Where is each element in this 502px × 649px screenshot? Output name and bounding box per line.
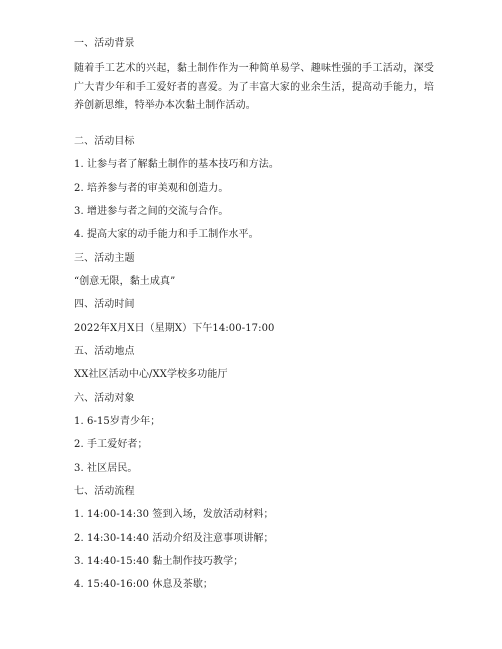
goal-item: 3. 增进参与者之间的交流与合作。 [74,206,229,217]
time-text: 2022年X月X日（星期X）下午14:00-17:00 [74,323,275,334]
process-item: 2. 14:30-14:40 活动介绍及注意事项讲解； [74,533,274,544]
audience-item: 3. 社区居民。 [74,463,138,474]
process-item: 4. 15:40-16:00 休息及茶歇； [74,579,214,590]
section-heading-time: 四、活动时间 [74,299,135,310]
process-item: 3. 14:40-15:40 黏土制作技巧教学； [74,556,244,567]
goal-item: 2. 培养参与者的审美观和创造力。 [74,183,229,194]
section-heading-audience: 六、活动对象 [74,393,135,404]
audience-item: 1. 6-15岁青少年； [74,416,161,427]
section-heading-goals: 二、活动目标 [74,136,135,147]
section-heading-theme: 三、活动主题 [74,253,135,264]
section-heading-background: 一、活动背景 [74,38,135,49]
audience-item: 2. 手工爱好者； [74,439,148,450]
goal-item: 4. 提高大家的动手能力和手工制作水平。 [74,229,259,240]
goal-item: 1. 让参与者了解黏土制作的基本技巧和方法。 [74,159,279,170]
location-text: XX社区活动中心/XX学校多功能厅 [74,369,228,380]
process-item: 1. 14:00-14:30 签到入场，发放活动材料； [74,509,274,520]
background-paragraph: 随着手工艺术的兴起，黏土制作作为一种简单易学、趣味性强的手工活动，深受广大青少年和手工爱好者的喜爱。为了丰富大家的业余生活，提高动手能力，培养创新思维，特举办本次黏土制作活动。 [74,63,434,111]
theme-text: “创意无限，黏土成真” [74,276,176,287]
section-heading-location: 五、活动地点 [74,346,135,357]
section-heading-process: 七、活动流程 [74,486,135,497]
